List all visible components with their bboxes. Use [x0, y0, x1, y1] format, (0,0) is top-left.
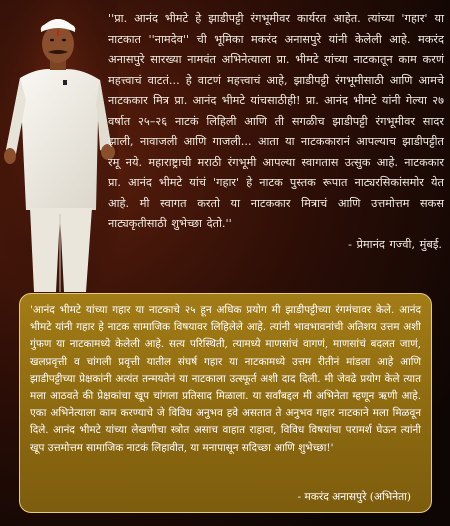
bottom-testimonial-text: 'आनंद भीमटे यांच्या गहार या नाटकाचे २५ हून अधिक प्रयोग मी झाडीपट्टीच्या रंगमंचावर केले. आनंद भीमटे यांनी गहार हे नाटक सामाजिक विषयावर लिहिलेले आहे. त्यांनी भावभावनांची अतिशय उत्तम अशी गुंफण या नाटकामध्ये केलेली आहे. सत्य परिस्थिती, त्यामध्ये माणसांचं वागणं, माणसांचं बदलत जाणं, खलप्रवृत्ती व चांगली प्रवृत्ती यातील संघर्ष गहार या नाटकामध्ये उत्तम रीतीनं मांडला आहे आणि झाडीपट्टीच्या प्रेक्षकांनी अत्यंत तन्मयतेनं या नाटकाला उत्स्फूर्त अशी दाद दिली. मी जेवढे प्रयोग केले त्यात मला आठवते की प्रेक्षकांचा खूप चांगला प्रतिसाद मिळाला. या सर्वांबद्दल मी अभिनेता म्हणून ऋणी आहे. एका अभिनेत्याला काम करण्याचे जे विविध अनुभव हवे असतात ते अनुभव गहार नाटकाने मला मिळवून दिले. आनंद भीमटे यांच्या लेखणीचा स्त्रोत असाच वाहात राहावा, विविध विषयांचा परामर्श घेऊन त्यांनी खूप उत्तमोत्तम सामाजिक नाटकं लिहावीत, या मनापासून सदिच्छा आणि शुभेच्छा!': [30, 304, 421, 454]
top-testimonial-signature: - प्रेमानंद गज्वी, मुंबई.: [348, 237, 442, 251]
author-photo: [0, 0, 118, 300]
top-testimonial: [108, 9, 444, 255]
bottom-testimonial-signature: - मकरंद अनासपुरे (अभिनेता): [297, 491, 411, 503]
author-photo-illustration: [0, 0, 118, 300]
top-testimonial-text: ''प्रा. आनंद भीमटे हे झाडीपट्टी रंगभूमीवर कार्यरत आहेत. त्यांच्या 'गहार' या नाटकात ''नामदेव'' ची भूमिका मकरंद अनासपुरे यांनी केलेली आहे. मकरंद अनासपुरे सारख्या नामवंत अभिनेत्याला प्रा. भीमटे यांच्या नाटकातून काम करणं महत्त्वाचं वाटतं... हे वाटणं महत्त्वाचं आहे, झाडीपट्टी रंगभूमीसाठी आणि आमचे नाटककार मित्र प्रा. आनंद भीमटे यांचसाठीही! प्रा. आनंद भीमटे यांनी गेल्या २७ वर्षात २५–२६ नाटकं लिहिली आणि ती सगळीच झाडीपट्टी रंगभूमीवर सादर झाली, नावाजली आणि गाजली... आता या नाटककारानं आपल्याच झाडीपट्टीत रमू नये. महाराष्ट्राची मराठी रंगभूमी आपल्या स्वागतास उत्सुक आहे. नाटककार प्रा. आनंद भीमटे यांचं 'गहार' हे नाटक पुस्तक रूपात नाट्यरसिकांसमोर येत आहे. मी स्वागत करतो या नाटककार मित्राचं आणि उत्तमोत्तम सकस नाट्यकृतीसाठी शुभेच्छा देतो.'': [108, 12, 444, 230]
bottom-testimonial-box: [19, 293, 432, 513]
